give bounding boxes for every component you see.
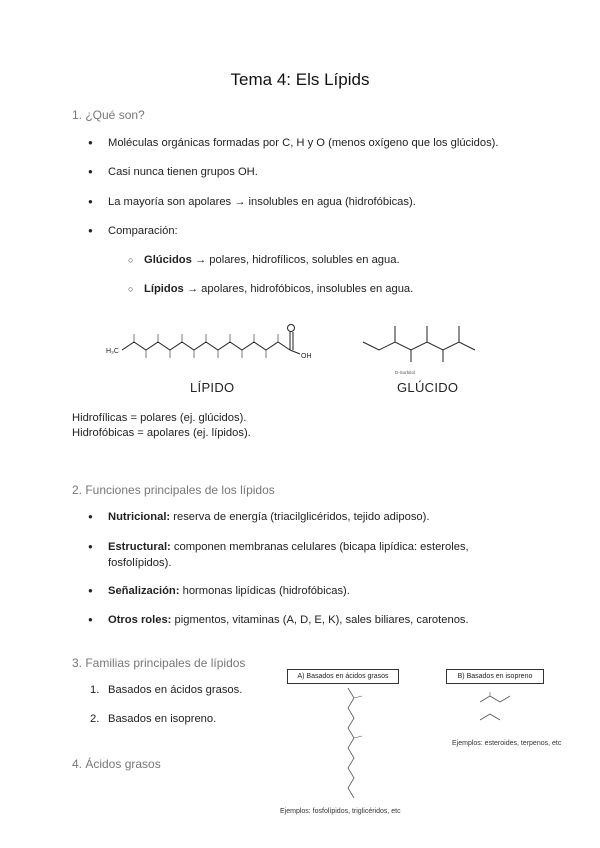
sub-bullet-item: ○ Glúcidos → polares, hidrofílicos, solubles en agua. <box>144 252 400 268</box>
section-3-heading: 3. Familias principales de lípidos <box>72 656 246 670</box>
bullet-item: ● Comparación: <box>108 223 528 239</box>
page-title: Tema 4: Els Lípids <box>230 70 370 89</box>
lipid-head-label: H₃C <box>106 348 119 355</box>
isoprene-example: Ejemplos: esteroides, terpenos, etc <box>452 740 562 747</box>
numbered-item: 1. Basados en ácidos grasos. <box>90 684 243 696</box>
lipid-structure-image <box>104 318 324 374</box>
isoprene-box: B) Basados en isopreno <box>446 669 544 684</box>
glucid-structure-image <box>355 318 495 378</box>
bullet-item: ● La mayoría son apolares → insolubles en agua (hidrofóbicas). <box>108 194 528 210</box>
glucid-name-label: D-Sorbitol <box>395 370 416 375</box>
bullet-item: ● Moléculas orgánicas formadas por C, H y O (menos oxígeno que los glúcidos). <box>108 135 528 151</box>
fatty-acid-example: Ejemplos: fosfolípidos, triglicéridos, etc <box>280 808 401 815</box>
bullet-item: ● Casi nunca tienen grupos OH. <box>108 164 528 180</box>
bullet-item: ● Nutricional: reserva de energía (triacilglicéridos, tejido adiposo). <box>108 509 528 525</box>
bullet-item: ● Otros roles: pigmentos, vitaminas (A, D, E, K), sales biliares, carotenos. <box>108 612 528 628</box>
section-4-heading: 4. Ácidos grasos <box>72 757 161 771</box>
glucid-caption: GLÚCIDO <box>397 380 459 395</box>
bullet-item: ● Señalización: hormonas lipídicas (hidrofóbicas). <box>108 583 528 599</box>
sub-bullet-item: ○ Lípidos → apolares, hidrofóbicos, insolubles en agua. <box>144 281 413 297</box>
lipid-caption: LÍPIDO <box>190 380 235 395</box>
fatty-acid-box: A) Basados en ácidos grasos <box>287 669 399 684</box>
lipid-oh-label: OH <box>301 353 312 360</box>
note-line: Hidrofóbicas = apolares (ej. lípidos). <box>72 427 251 439</box>
fatty-acid-chain-image <box>318 686 378 804</box>
section-2-heading: 2. Funciones principales de los lípidos <box>72 483 275 497</box>
isoprene-structure-image <box>476 690 516 724</box>
section-1-heading: 1. ¿Qué son? <box>72 108 145 122</box>
note-line: Hidrofílicas = polares (ej. glúcidos). <box>72 412 247 424</box>
bullet-item: ● Estructural: componen membranas celulares (bicapa lipídica: esteroles, fosfolípidos). <box>108 539 488 571</box>
numbered-item: 2. Basados en isopreno. <box>90 713 217 725</box>
